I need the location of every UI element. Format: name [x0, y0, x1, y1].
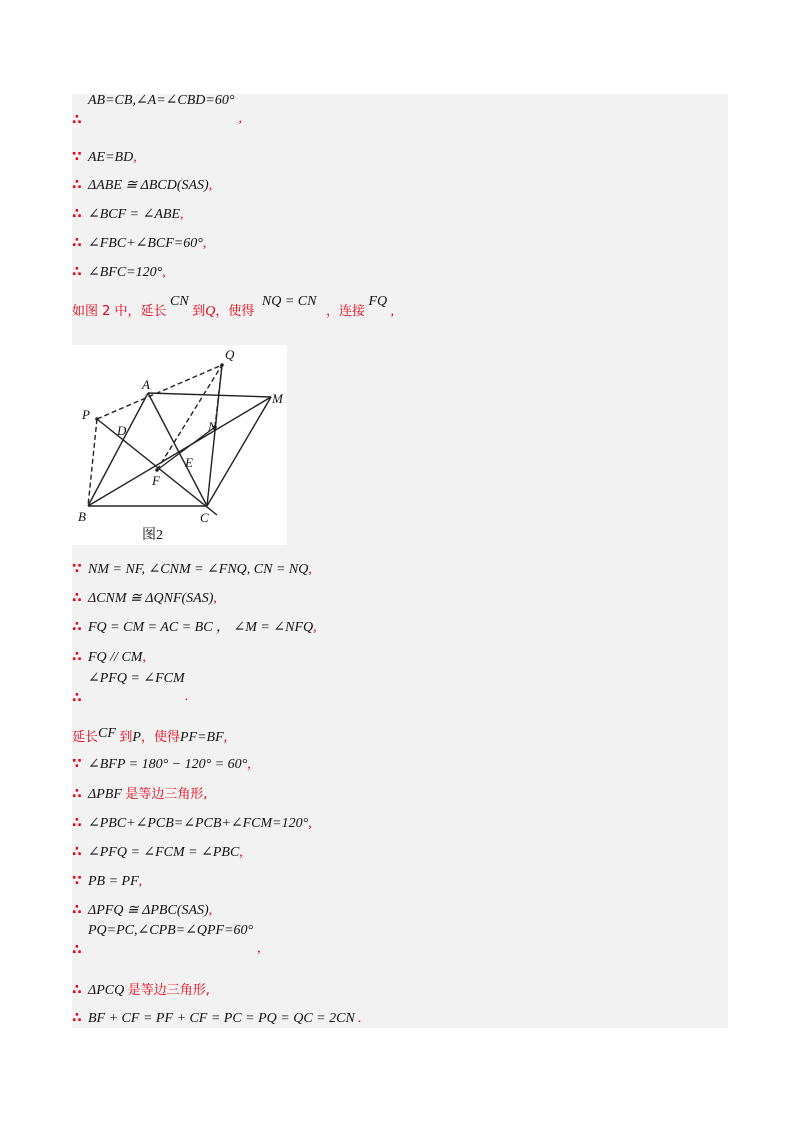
- proof-line-8: ∵ NM = NF, ∠CNM = ∠FNQ, CN = NQ,: [72, 557, 312, 581]
- therefore-symbol: ∴: [72, 619, 82, 635]
- proof-line-11: ∴ FQ // CM,: [72, 645, 146, 669]
- figure-caption: 图2: [142, 528, 163, 543]
- because-symbol: ∵: [72, 756, 82, 772]
- proof-line-12: ∴∠PFQ = ∠FCM.: [72, 676, 188, 700]
- therefore-symbol: ∴: [72, 1010, 82, 1026]
- proof-line-13: 延长CF 到P，使得PF=BF,: [72, 726, 228, 745]
- proof-line-17: ∴ ∠PFQ = ∠FCM = ∠PBC,: [72, 840, 243, 864]
- therefore-symbol: ∴: [72, 902, 82, 918]
- proof-line-6: ∴ ∠BFC=120°,: [72, 260, 166, 284]
- therefore-symbol: ∴: [72, 112, 82, 128]
- therefore-symbol: ∴: [72, 690, 82, 706]
- label-A: A: [142, 377, 150, 392]
- label-F: F: [152, 473, 160, 488]
- therefore-symbol: ∴: [72, 264, 82, 280]
- proof-line-4: ∴ ∠BCF = ∠ABE,: [72, 202, 184, 226]
- label-M: M: [272, 391, 283, 406]
- because-symbol: ∵: [72, 873, 82, 889]
- proof-line-5: ∴ ∠FBC+∠BCF=60°,: [72, 231, 206, 255]
- proof-line-15: ∴ ΔPBF 是等边三角形,: [72, 782, 208, 806]
- therefore-symbol: ∴: [72, 844, 82, 860]
- proof-line-10: ∴ FQ = CM = AC = BC ， ∠M = ∠NFQ,: [72, 615, 317, 639]
- therefore-symbol: ∴: [72, 815, 82, 831]
- proof-line-1: ∴AB=CB,∠A=∠CBD=60°,: [72, 98, 242, 122]
- label-P: P: [82, 407, 90, 422]
- proof-line-14: ∵ ∠BFP = 180° − 120° = 60°,: [72, 752, 251, 776]
- proof-line-19: ∴ ΔPFQ ≅ ΔPBC(SAS),: [72, 898, 212, 922]
- therefore-symbol: ∴: [72, 590, 82, 606]
- proof-line-21: ∴ ΔPCQ 是等边三角形,: [72, 978, 210, 1002]
- therefore-symbol: ∴: [72, 177, 82, 193]
- geometry-figure: [72, 345, 287, 545]
- therefore-symbol: ∴: [72, 942, 82, 958]
- label-D: D: [117, 423, 127, 438]
- label-E: E: [185, 455, 193, 470]
- label-B: B: [78, 509, 86, 524]
- label-Q: Q: [225, 347, 235, 362]
- label-C: C: [200, 510, 209, 525]
- figure-2-diagram: [72, 345, 287, 545]
- proof-line-3: ∴ ΔABE ≅ ΔBCD(SAS),: [72, 173, 212, 197]
- proof-line-7: 如图 2 中，延长 CN 到Q，使得 NQ = CN ，连接 FQ ,: [72, 294, 395, 319]
- proof-line-20: ∴PQ=PC,∠CPB=∠QPF=60°,: [72, 928, 261, 952]
- therefore-symbol: ∴: [72, 235, 82, 251]
- proof-line-16: ∴ ∠PBC+∠PCB=∠PCB+∠FCM=120°,: [72, 811, 312, 835]
- because-symbol: ∵: [72, 149, 82, 165]
- therefore-symbol: ∴: [72, 982, 82, 998]
- proof-line-18: ∵ PB = PF,: [72, 869, 142, 893]
- label-N: N: [208, 419, 217, 434]
- proof-line-2: ∵ AE=BD,: [72, 145, 137, 169]
- therefore-symbol: ∴: [72, 786, 82, 802]
- therefore-symbol: ∴: [72, 206, 82, 222]
- therefore-symbol: ∴: [72, 649, 82, 665]
- because-symbol: ∵: [72, 561, 82, 577]
- proof-line-22: ∴ BF + CF = PF + CF = PC = PQ = QC = 2CN .: [72, 1006, 361, 1030]
- proof-line-9: ∴ ΔCNM ≅ ΔQNF(SAS),: [72, 586, 217, 610]
